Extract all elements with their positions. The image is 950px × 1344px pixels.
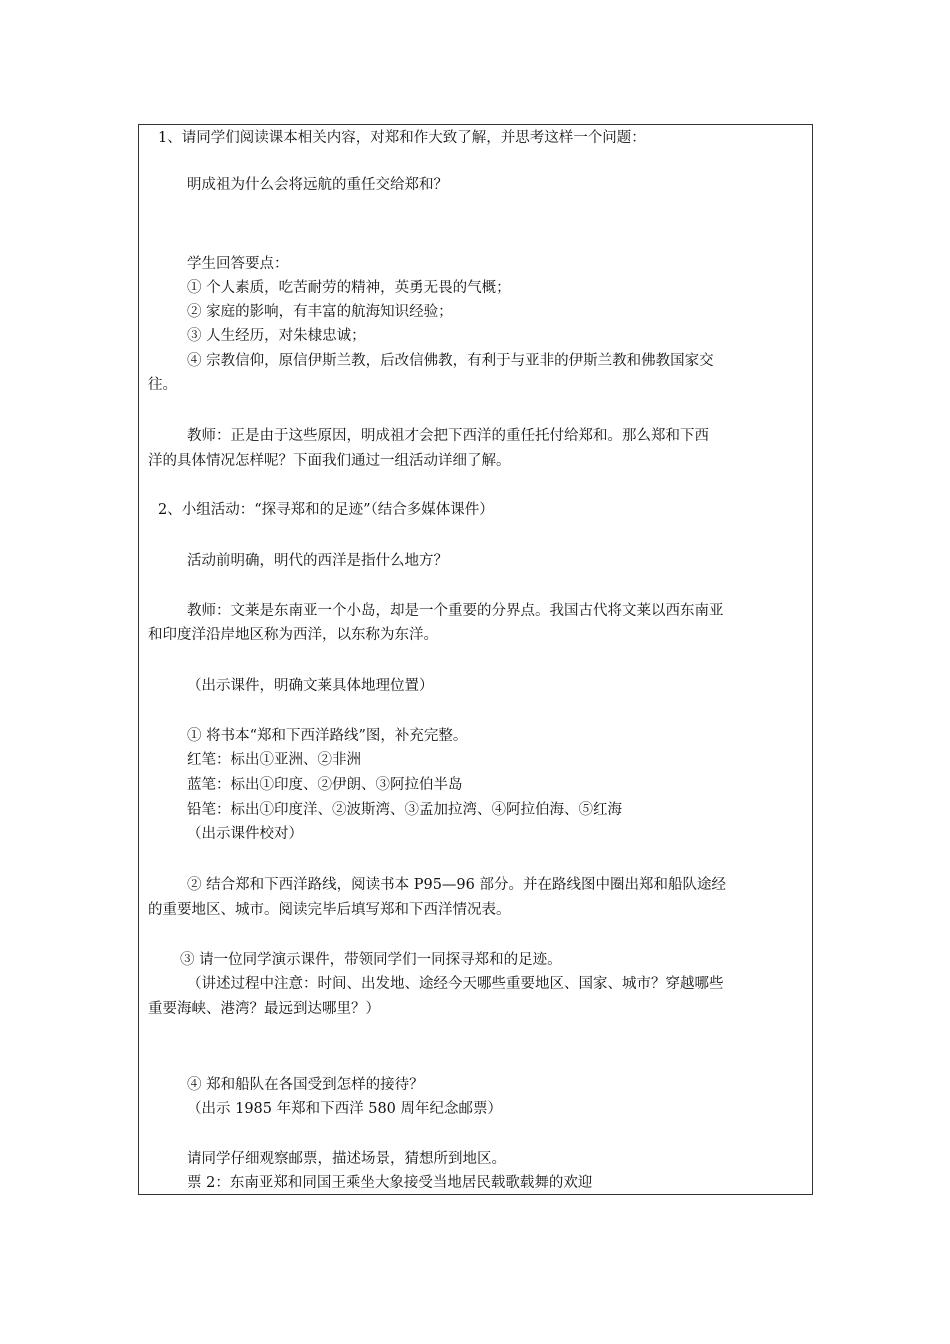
stamp-note: （出示 1985 年郑和下西洋 580 周年纪念邮票） (187, 1101, 503, 1117)
stamp-2-desc: 票 2：东南亚郑和同国王乘坐大象接受当地居民载歌载舞的欢迎 (187, 1175, 593, 1191)
pencil-task: 铅笔：标出①印度洋、②波斯湾、③孟加拉湾、④阿拉伯海、⑤红海 (187, 802, 622, 818)
step-2-cont: 的重要地区、城市。阅读完毕后填写郑和下西洋情况表。 (148, 902, 511, 918)
teacher-remark-2: 教师：文莱是东南亚一个小岛，却是一个重要的分界点。我国古代将文莱以西东南亚 (187, 603, 724, 619)
step-3-note-cont: 重要海峡、港湾？最远到达哪里？） (148, 1001, 380, 1017)
step-4: ④ 郑和船队在各国受到怎样的接待？ (187, 1077, 424, 1093)
courseware-note-1: （出示课件，明确文莱具体地理位置） (187, 678, 434, 694)
step-1: ① 将书本“郑和下西洋路线”图，补充完整。 (187, 728, 468, 744)
answer-point-3: ③ 人生经历，对朱棣忠诚； (187, 328, 366, 344)
teacher-remark-2-cont: 和印度洋沿岸地区称为西洋，以东称为东洋。 (148, 627, 438, 643)
step-3-note: （讲述过程中注意：时间、出发地、途经今天哪些重要地区、国家、城市？穿越哪些 (187, 976, 724, 992)
blue-pen-task: 蓝笔：标出①印度、②伊朗、③阿拉伯半岛 (187, 777, 463, 793)
answer-point-4-cont: 往。 (148, 377, 177, 393)
activity-2-heading: 2、小组活动：“探寻郑和的足迹”（结合多媒体课件） (158, 502, 494, 518)
teacher-remark-1: 教师：正是由于这些原因，明成祖才会把下西洋的重任托付给郑和。那么郑和下西 (187, 428, 709, 444)
answer-point-2: ② 家庭的影响，有丰富的航海知识经验； (187, 304, 453, 320)
teacher-remark-1-cont: 洋的具体情况怎样呢？下面我们通过一组活动详细了解。 (148, 453, 511, 469)
question-text: 明成祖为什么会将远航的重任交给郑和？ (187, 177, 448, 193)
step-2: ② 结合郑和下西洋路线，阅读书本 P95—96 部分。并在路线图中圈出郑和船队途经 (187, 877, 726, 893)
answer-heading: 学生回答要点： (187, 256, 289, 272)
question-1: 1、请同学们阅读课本相关内容，对郑和作大致了解，并思考这样一个问题： (158, 130, 646, 146)
activity-question: 活动前明确，明代的西洋是指什么地方？ (187, 553, 448, 569)
courseware-note-2: （出示课件校对） (187, 826, 303, 842)
stamp-observe: 请同学仔细观察邮票，描述场景，猜想所到地区。 (187, 1151, 506, 1167)
answer-point-4: ④ 宗教信仰，原信伊斯兰教，后改信佛教，有利于与亚非的伊斯兰教和佛教国家交 (187, 353, 714, 369)
red-pen-task: 红笔：标出①亚洲、②非洲 (187, 752, 361, 768)
step-3: ③ 请一位同学演示课件，带领同学们一同探寻郑和的足迹。 (180, 952, 562, 968)
answer-point-1: ① 个人素质，吃苦耐劳的精神，英勇无畏的气概； (187, 280, 511, 296)
